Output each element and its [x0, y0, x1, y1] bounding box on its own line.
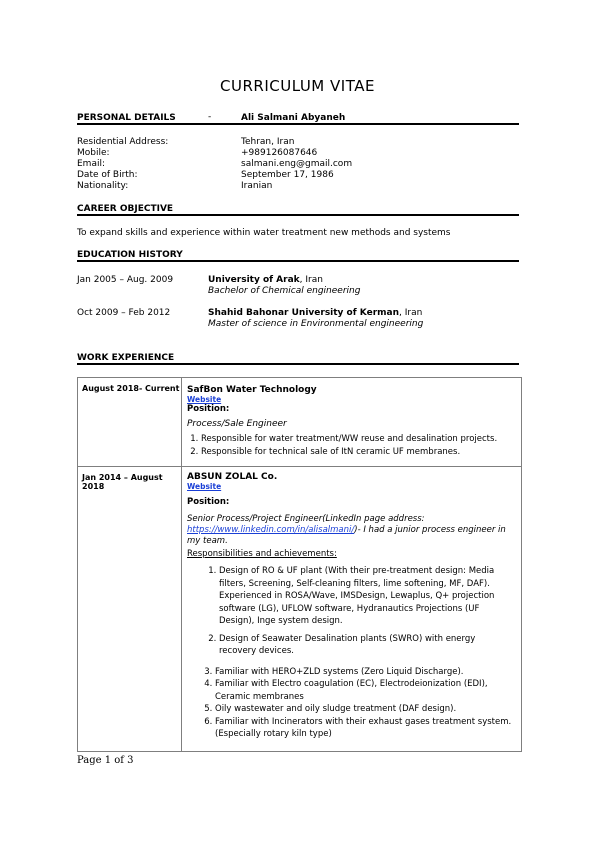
job-dates: Jan 2014 – August 2018 — [78, 467, 182, 752]
list-item: 2. Design of Seawater Desalination plants (SWRO) with energy recovery devices. — [219, 633, 515, 658]
address-label: Residential Address: — [77, 137, 169, 147]
position-label: Position: — [187, 497, 230, 507]
job-dates: August 2018- Current — [78, 378, 182, 467]
linkedin-link[interactable]: https://www.linkedin.com/in/alisalmani/ — [187, 525, 355, 535]
list-item: 4. Familiar with Electro coagulation (EC), Electrodeionization (EDI), Ceramic membranes — [215, 678, 515, 703]
list-item: 2. Responsible for technical sale of ItN ceramic UF membranes. — [201, 446, 515, 459]
email-label: Email: — [77, 159, 106, 169]
section-divider — [77, 363, 519, 365]
page-number: Page 1 of 3 — [77, 755, 134, 766]
position-title: Senior Process/Project Engineer(LinkedIn page address: https://www.linkedin.com/in/alisalmani/)- I had a junior process engineer in my team. — [187, 514, 506, 546]
education-dates: Jan 2005 – Aug. 2009 — [77, 275, 174, 285]
section-divider — [77, 123, 519, 125]
company-name: SafBon Water Technology — [187, 385, 317, 395]
duties-list — [187, 433, 515, 458]
dob-value: September 17, 1986 — [241, 170, 334, 180]
job-details — [182, 378, 522, 467]
mobile-value: +989126087646 — [241, 148, 318, 158]
education-degree: Bachelor of Chemical engineering — [208, 286, 361, 296]
nationality-value: Iranian — [241, 181, 273, 191]
company-name: ABSUN ZOLAL Co. — [187, 472, 278, 482]
education-school: University of Arak, Iran — [208, 275, 323, 285]
education-heading: EDUCATION HISTORY — [77, 250, 183, 260]
nationality-label: Nationality: — [77, 181, 129, 191]
dob-label: Date of Birth: — [77, 170, 138, 180]
work-experience-table — [77, 377, 522, 752]
list-item: 5. Oily wastewater and oily sludge treatment (DAF design). — [215, 703, 515, 716]
education-degree: Master of science in Environmental engineering — [208, 319, 424, 329]
career-objective-heading: CAREER OBJECTIVE — [77, 204, 174, 214]
table-row — [78, 467, 522, 752]
duties-list — [187, 565, 515, 658]
personal-details-heading: PERSONAL DETAILS — [77, 113, 176, 123]
company-website-link[interactable]: Website — [187, 482, 222, 491]
list-item: 1. Responsible for water treatment/WW reuse and desalination projects. — [201, 433, 515, 446]
address-value: Tehran, Iran — [241, 137, 295, 147]
email-value: salmani.eng@gmail.com — [241, 159, 353, 169]
career-objective-text: To expand skills and experience within water treatment new methods and systems — [77, 228, 451, 238]
mobile-label: Mobile: — [77, 148, 110, 158]
list-item: 1. Design of RO & UF plant (With their pre-treatment design: Media filters, Screening, Self-cleaning filters, lime softening, MF, DAF). Experienced in ROSA/Wave, IMSDesign, Lewaplus, Q+ projection software (LG), UFLOW software, Hydranautics Projections (UF Design), Inge system design. — [219, 565, 515, 628]
position-title: Process/Sale Engineer — [187, 419, 287, 429]
section-divider — [77, 214, 519, 216]
job-details — [182, 467, 522, 752]
responsibilities-heading: Responsibilities and achievements: — [187, 549, 337, 559]
education-school: Shahid Bahonar University of Kerman, Iran — [208, 308, 423, 318]
table-row — [78, 378, 522, 467]
list-item: 6. Familiar with Incinerators with their exhaust gases treatment system. (Especially rotary kiln type) — [215, 716, 515, 741]
duties-list — [187, 666, 515, 741]
section-divider — [77, 260, 519, 262]
education-dates: Oct 2009 – Feb 2012 — [77, 308, 171, 318]
list-item: 3. Familiar with HERO+ZLD systems (Zero Liquid Discharge). — [215, 666, 515, 679]
candidate-name: Ali Salmani Abyaneh — [241, 113, 346, 123]
heading-dash: - — [208, 112, 212, 122]
position-label: Position: — [187, 404, 230, 414]
document-title: CURRICULUM VITAE — [220, 77, 375, 95]
company-website-link[interactable]: Website — [187, 395, 222, 404]
work-experience-heading: WORK EXPERIENCE — [77, 353, 175, 363]
